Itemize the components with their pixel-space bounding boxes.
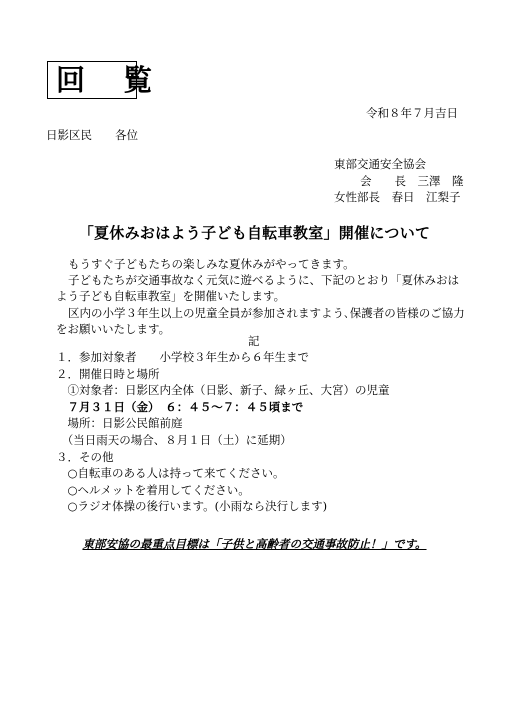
- list-item: ○ヘルメットを着用してください。: [56, 482, 250, 497]
- paragraph: 子どもたちが交通事故なく元気に遊べるように、下記のとおり「夏休みおはよう子ども自転車教室」を開催いたします。: [56, 273, 459, 304]
- ki-heading: 記: [248, 334, 260, 348]
- sender-chair: 会 長 三澤 隆: [360, 173, 464, 188]
- list-item-datetime: ７月３１日（金） ６：４５～７：４５頃まで: [56, 399, 304, 414]
- issue-date: 令和８年７月吉日: [366, 106, 458, 120]
- sender-block: [334, 156, 464, 206]
- paragraph: もうすぐ子どもたちの楽しみな夏休みがやってきます。: [68, 257, 355, 271]
- motto: 東部安協の最重点目標は「子供と高齢者の交通事故防止！」です。: [82, 537, 427, 551]
- list-item: ○ラジオ体操の後行います。(小雨なら決行します): [56, 499, 328, 514]
- body-text: [56, 256, 466, 337]
- sender-org: 東部交通安全協会: [334, 157, 426, 171]
- addressee: 日影区民 各位: [46, 128, 138, 142]
- list-item: ○自転車のある人は持って来てください。: [56, 466, 285, 481]
- list-item: ３．その他: [56, 449, 114, 464]
- sender-women-chair: 女性部長 春日 江梨子: [334, 190, 461, 205]
- paragraph: 区内の小学３年生以上の児童全員が参加されますよう､保護者の皆様のご協力をお願いいたします。: [56, 305, 465, 336]
- list-item: 場所：日影公民館前庭: [56, 416, 183, 431]
- kairan-box: 回 覧: [47, 61, 137, 99]
- document-title: 「夏休みおはよう子ども自転車教室」開催について: [78, 224, 431, 242]
- list-item: （当日雨天の場合、８月１日（土）に延期）: [56, 432, 292, 447]
- list-item: １．参加対象者 小学校３年生から６年生まで: [56, 350, 309, 364]
- list-item: ①対象者：日影区内全体（日影、新子、緑ヶ丘、大宮）の児童: [56, 383, 390, 398]
- list-item: ２．開催日時と場所: [56, 366, 160, 381]
- item-list: [56, 349, 390, 515]
